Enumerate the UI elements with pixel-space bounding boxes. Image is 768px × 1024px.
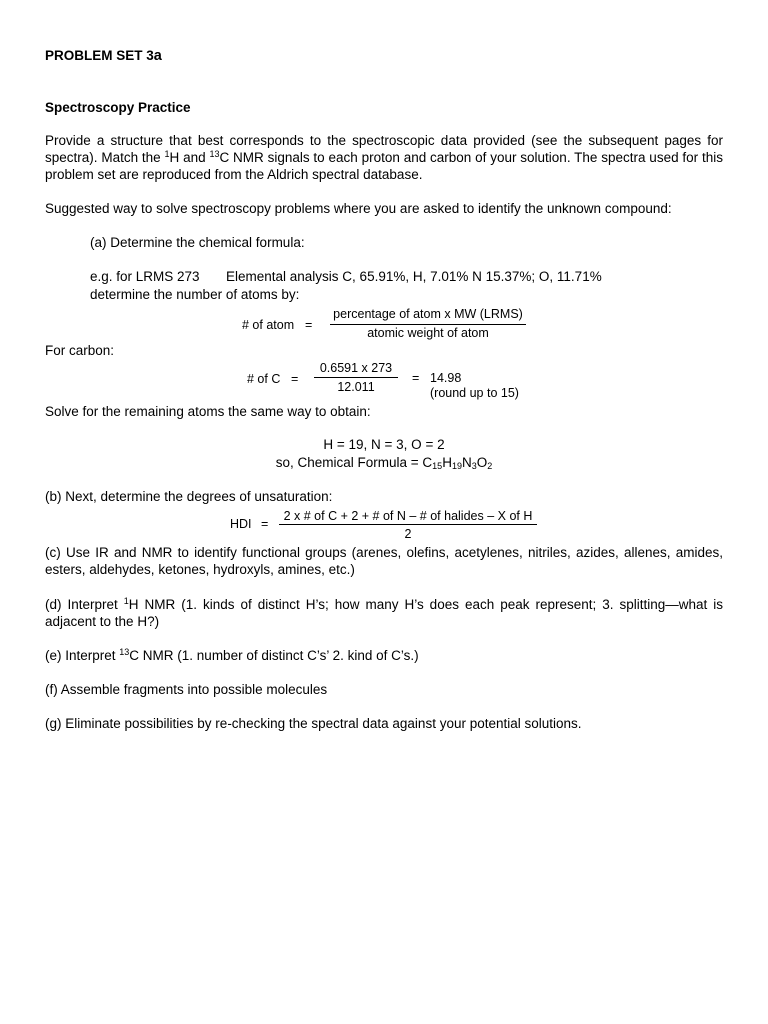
page-title: PROBLEM SET 3a [45, 48, 162, 64]
step-c: (c) Use IR and NMR to identify functional groups (arenes, olefins, acetylenes, nitriles, azides, allenes, amides, esters, aldehydes, ketones, hydroxyls, amines, etc.) [45, 545, 723, 577]
step-a: (a) Determine the chemical formula: [90, 235, 305, 250]
example-lrms: e.g. for LRMS 273 [90, 269, 200, 284]
hdi-formula-equals: = [261, 517, 269, 531]
for-carbon-label: For carbon: [45, 343, 115, 358]
step-b: (b) Next, determine the degrees of unsaturation: [45, 489, 333, 504]
atom-formula-denominator: atomic weight of atom [367, 326, 489, 340]
hdi-formula-label: HDI [230, 517, 252, 531]
step-e: (e) Interpret $^{13}$C NMR (1. number of distinct C’s’ 2. kind of C’s.) [45, 647, 419, 663]
step-f: (f) Assemble fragments into possible molecules [45, 682, 328, 697]
suggested-text: Suggested way to solve spectroscopy problems where you are asked to identify the unknown compound: [45, 201, 672, 216]
atom-formula-label: # of atom [242, 318, 295, 332]
carbon-formula-numerator: 0.6591 x 273 [319, 361, 393, 375]
carbon-formula-denominator: 12.011 [337, 380, 375, 394]
step-g: (g) Eliminate possibilities by re-checking the spectral data against your potential solutions. [45, 716, 582, 731]
section-heading: Spectroscopy Practice [45, 100, 191, 115]
step-d: (d) Interpret $^1$H NMR (1. kinds of distinct H’s; how many H’s does each peak represent; 3. splitting—what is adjacent to the H?) [45, 596, 723, 629]
hdi-formula-fraction-bar [279, 524, 537, 525]
carbon-formula-equals-2: = [412, 371, 420, 385]
carbon-formula-note: (round up to 15) [430, 386, 519, 400]
remaining-atoms: H = 19, N = 3, O = 2 [323, 437, 445, 452]
carbon-formula-result: 14.98 [430, 371, 462, 385]
carbon-formula-label: # of C [247, 372, 281, 386]
atom-formula-numerator: percentage of atom x MW (LRMS) [333, 307, 523, 321]
hdi-formula-denominator: 2 [404, 527, 412, 541]
atom-formula-equals: = [305, 318, 313, 332]
example-determine: determine the number of atoms by: [90, 287, 300, 302]
intro-paragraph: Provide a structure that best corresponds to the spectroscopic data provided (see the subsequent pages for spectra). Match the $^1$H and $^{13}$C NMR signals to each proton and carbon of your solution. The spectra used for this problem set are reproduced from the Aldrich spectral database. [45, 133, 723, 182]
solve-remaining-text: Solve for the remaining atoms the same way to obtain: [45, 404, 371, 419]
carbon-formula-equals: = [291, 372, 299, 386]
hdi-formula-numerator: 2 x # of C + 2 + # of N – # of halides – X of H [283, 509, 533, 523]
example-elemental: Elemental analysis C, 65.91%, H, 7.01% N 15.37%; O, 11.71% [226, 269, 602, 284]
carbon-formula-fraction-bar [314, 377, 398, 378]
chemical-formula: so, Chemical Formula = $C_{15}H_{19}N_3O_2$ [275, 455, 493, 471]
